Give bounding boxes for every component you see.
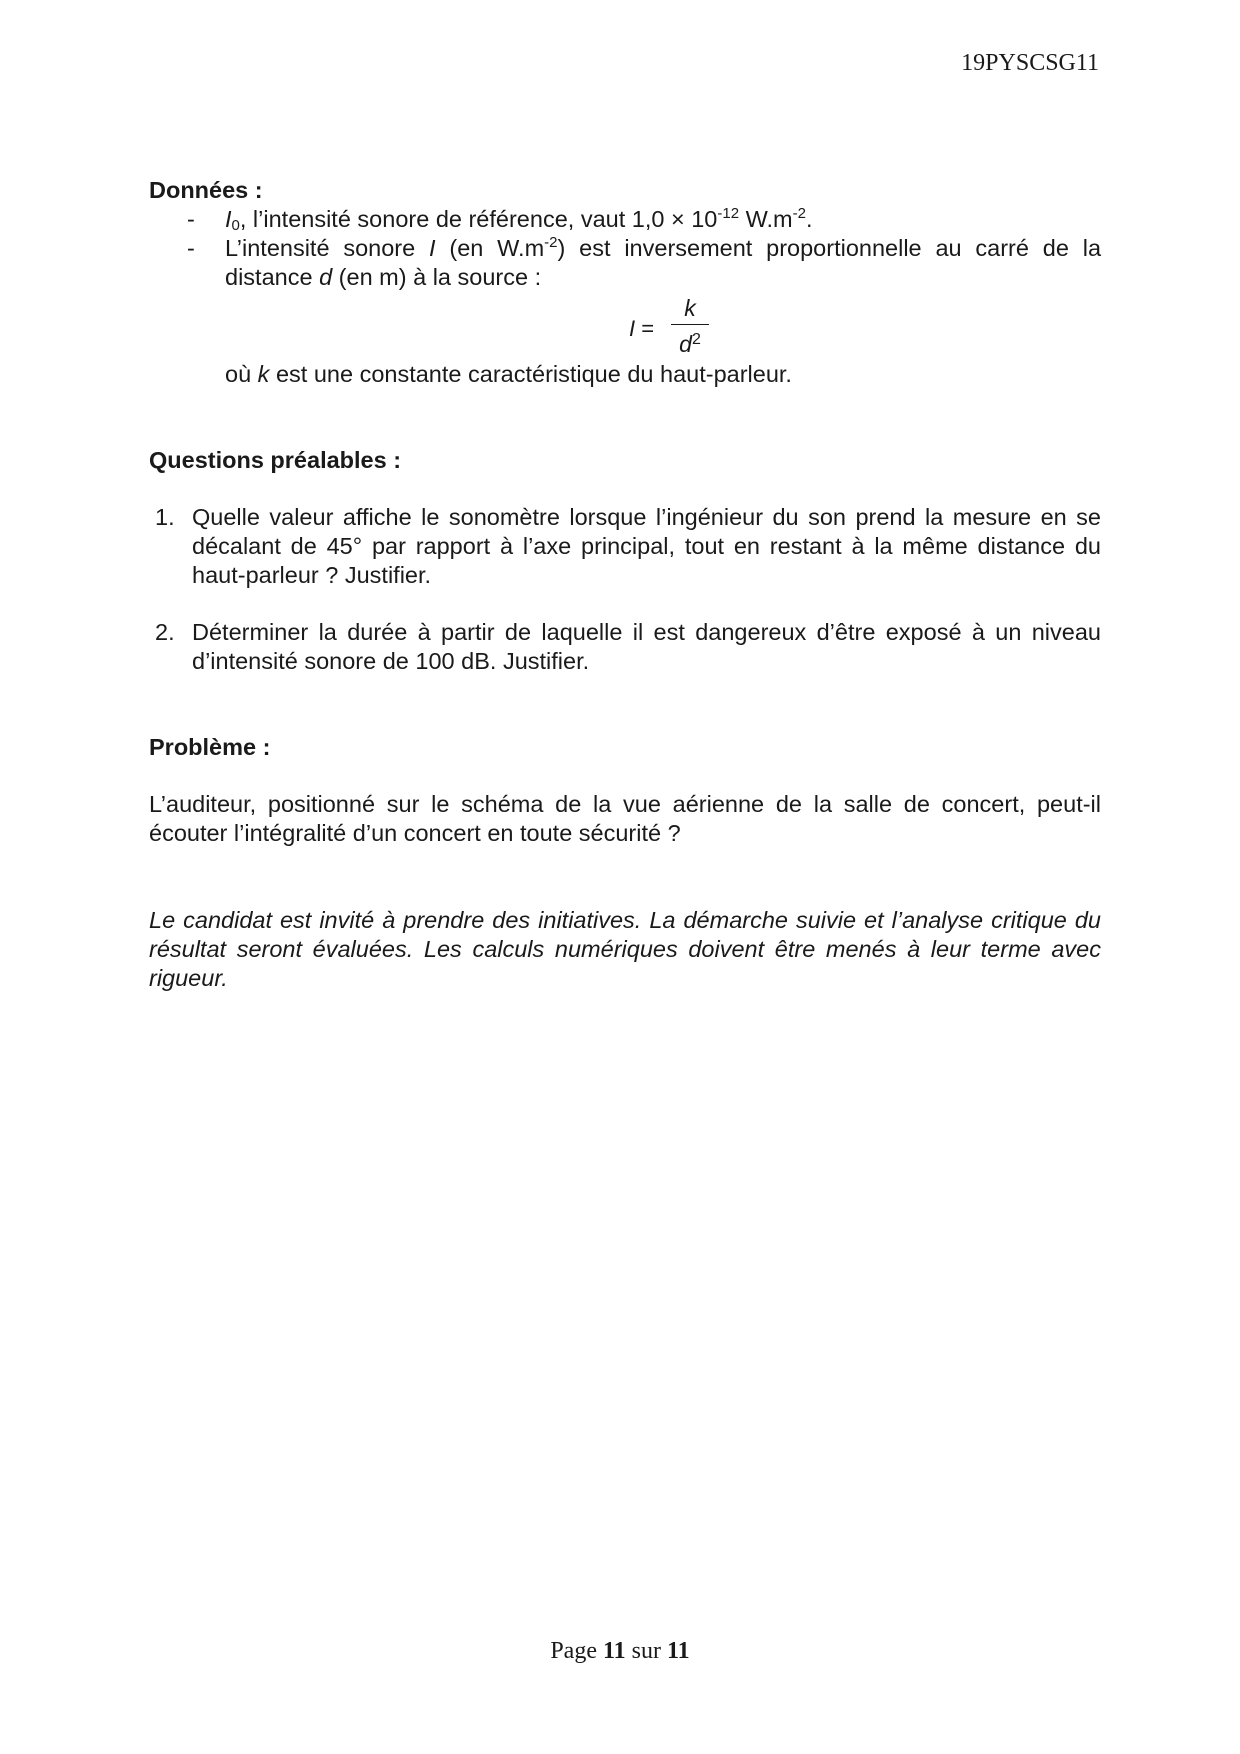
document-code: 19PYSCSG11 [961,50,1099,76]
bullet-dash: - [187,206,195,232]
item2-text-a: L’intensité sonore [225,235,430,261]
formula-var-i: I [629,316,636,341]
item1-text-d: . [805,206,813,232]
subscript-zero: 0 [231,217,240,234]
bullet-dash: - [187,235,195,261]
item2-text-c: ) est inversement proportionnelle au carré de la distance [225,235,1102,290]
question-text: Déterminer la durée à partir de laquelle il est dangereux d’être exposé à un niveau d’intensité sonore de 100 dB. Justifier. [192,619,1101,674]
var-d: d [319,264,333,290]
donnee-item-inverse-square [149,234,1101,292]
formula-equals: = [641,316,655,341]
exponent: -12 [717,205,740,222]
donnees-heading: Données : [149,177,263,203]
questions-heading: Questions préalables : [149,447,402,473]
question-item [149,618,1101,676]
formula-var-d: d [679,331,692,357]
item1-text-c: W.m [739,206,793,232]
formula-numerator: k [684,295,696,321]
question-number: 2. [155,619,175,645]
var-k: k [257,361,270,387]
page-number-total: 11 [667,1638,690,1664]
formula-denominator [665,325,715,359]
donnee-item-reference-intensity [149,205,1101,234]
questions-section [149,446,1101,676]
probleme-section [149,733,1101,848]
item2-text-d: (en m) à la source : [332,264,542,290]
donnees-section [149,176,1101,389]
question-item [149,503,1101,590]
note-text-b: est une constante caractéristique du haut-parleur. [269,361,792,387]
page-number-current: 11 [602,1638,626,1664]
page-footer [0,1638,1240,1665]
formula-fraction [665,294,715,359]
item1-text-a: , l’intensité sonore de référence, vaut 1,0 [239,206,671,232]
probleme-heading: Problème : [149,734,271,760]
times-symbol: × [670,206,685,232]
var-i: I [225,206,232,232]
probleme-text: L’auditeur, positionné sur le schéma de la vue aérienne de la salle de concert, peut-il écouter l’intégralité d’un concert en toute sécurité ? [149,791,1101,846]
formula-inverse-square [149,294,1101,360]
formula-exponent: 2 [691,331,701,348]
exponent: -2 [544,234,558,251]
donnee-note [149,360,1101,389]
candidate-instructions: Le candidat est invité à prendre des initiatives. La démarche suivie et l’analyse critique du résultat seront évaluées. Les calculs numériques doivent être menés à leur terme avec rigueur. [149,907,1101,991]
question-text: Quelle valeur affiche le sonomètre lorsque l’ingénieur du son prend la mesure en se décalant de 45° par rapport à l’axe principal, tout en restant à la même distance du haut-parleur ? Justifier. [192,504,1101,588]
item2-text-b: (en W.m [435,235,545,261]
var-i: I [429,235,436,261]
question-number: 1. [155,504,175,530]
footer-middle: sur [631,1638,661,1664]
footer-prefix: Page [550,1638,597,1664]
item1-text-b: 10 [684,206,718,232]
note-text-a: où [225,361,258,387]
formula-lhs [629,314,654,343]
exponent: -2 [792,205,806,222]
